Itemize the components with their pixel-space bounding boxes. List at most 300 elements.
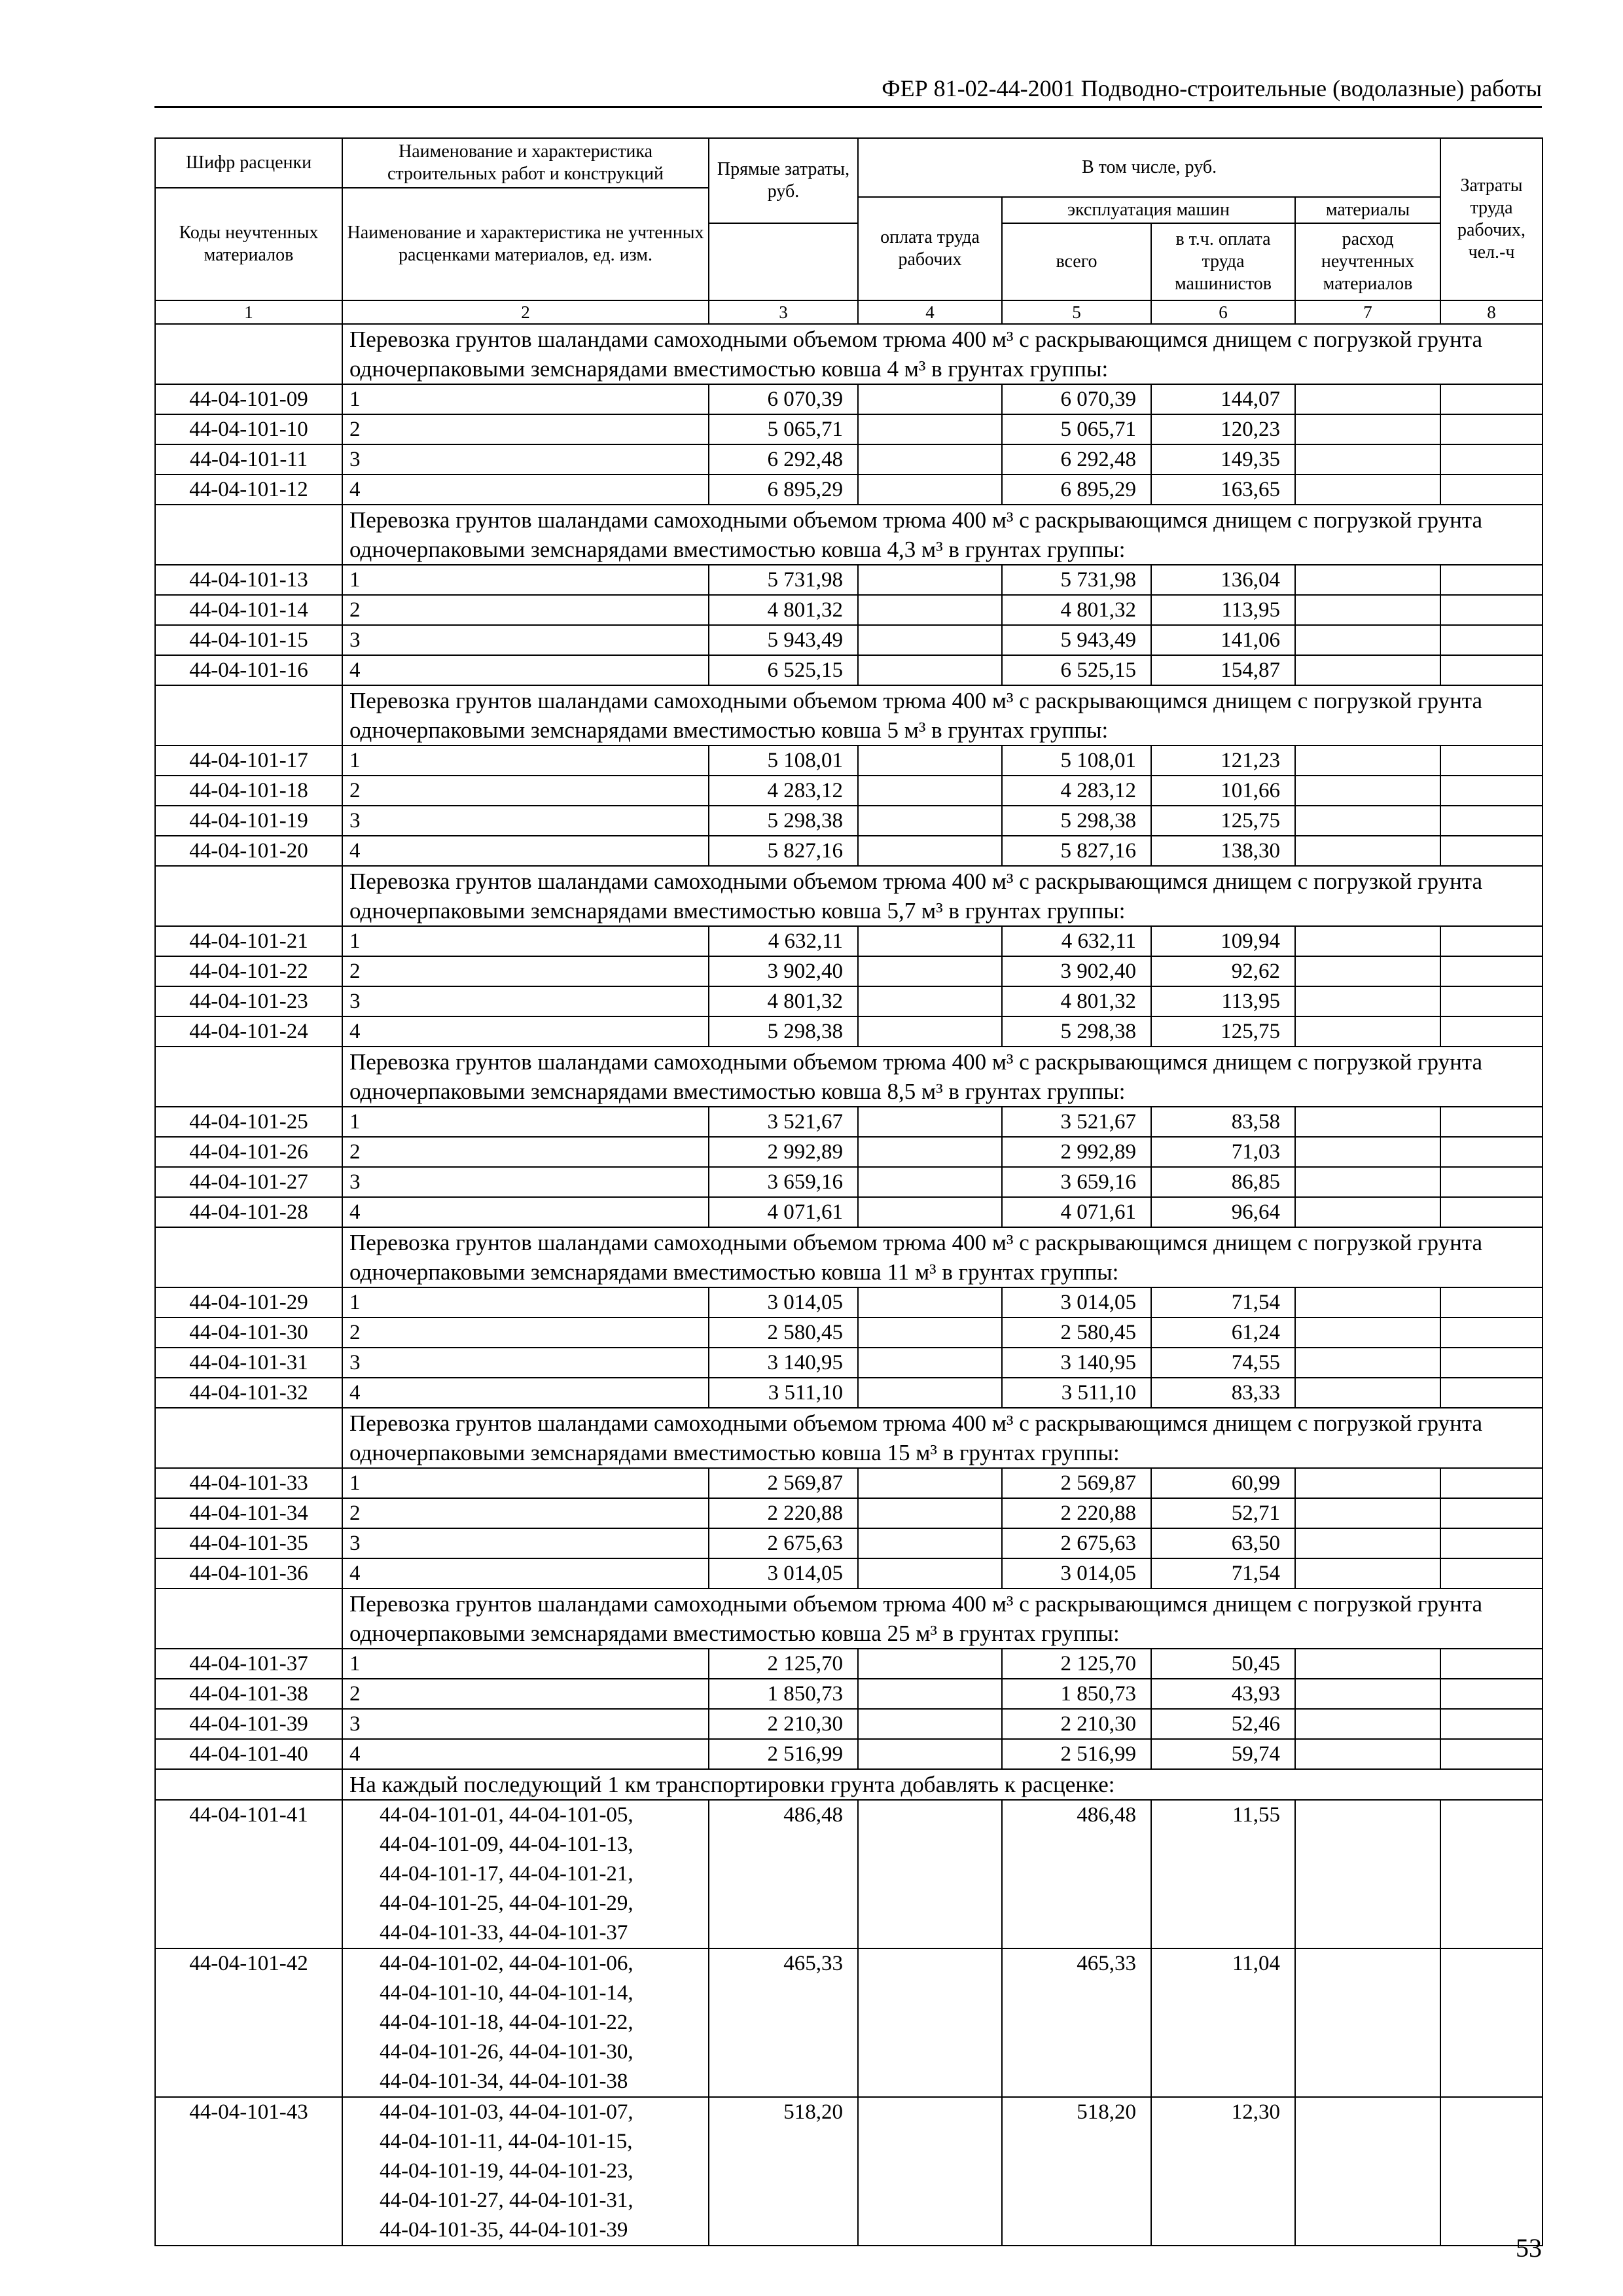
wages-cell <box>858 625 1002 655</box>
table-row <box>155 1468 1543 1498</box>
page-number: 53 <box>1516 2233 1542 2263</box>
column-number: 7 <box>1295 300 1440 324</box>
referenced-rates <box>342 2097 709 2246</box>
labor-cell <box>1440 1498 1543 1528</box>
materials-cell <box>1295 926 1440 956</box>
operator-wages-cell: 83,33 <box>1151 1378 1295 1408</box>
rate-code: 44-04-101-35 <box>155 1528 342 1558</box>
operator-wages-cell: 136,04 <box>1151 565 1295 595</box>
table-row <box>155 1137 1543 1167</box>
soil-group: 4 <box>342 1378 709 1408</box>
rate-code: 44-04-101-21 <box>155 926 342 956</box>
machines-total-cell: 3 014,05 <box>1002 1287 1151 1318</box>
table-row <box>155 625 1543 655</box>
rate-code: 44-04-101-42 <box>155 1948 342 2097</box>
table-row <box>155 444 1543 475</box>
section-spacer <box>155 1047 342 1107</box>
materials-cell <box>1295 1709 1440 1739</box>
section-title: Перевозка грунтов шаландами самоходными объемом трюма 400 м³ с раскрывающимся днищем с погрузкой грунта одночерпаковыми земснарядами вместимостью ковша 5,7 м³ в грунтах группы: <box>342 866 1543 926</box>
referenced-rates-line: 44-04-101-09, 44-04-101-13, <box>380 1833 633 1856</box>
rate-code: 44-04-101-43 <box>155 2097 342 2246</box>
materials-cell <box>1295 1318 1440 1348</box>
direct-costs-cell: 3 014,05 <box>709 1558 858 1588</box>
labor-cell <box>1440 384 1543 414</box>
head-shifr: Шифр расценки <box>155 138 342 188</box>
materials-cell <box>1295 565 1440 595</box>
materials-cell <box>1295 1167 1440 1197</box>
direct-costs-cell: 2 516,99 <box>709 1739 858 1769</box>
head-incl-operator-wages: в т.ч. оплата труда машинистов <box>1151 223 1295 300</box>
rate-code: 44-04-101-40 <box>155 1739 342 1769</box>
rate-code: 44-04-101-19 <box>155 806 342 836</box>
machines-total-cell: 2 569,87 <box>1002 1468 1151 1498</box>
column-number: 4 <box>858 300 1002 324</box>
soil-group: 1 <box>342 384 709 414</box>
labor-cell <box>1440 595 1543 625</box>
machines-total-cell: 4 632,11 <box>1002 926 1151 956</box>
materials-cell <box>1295 384 1440 414</box>
referenced-rates-line: 44-04-101-18, 44-04-101-22, <box>380 2011 633 2034</box>
operator-wages-cell: 92,62 <box>1151 956 1295 986</box>
direct-costs-cell: 3 140,95 <box>709 1348 858 1378</box>
operator-wages-cell: 121,23 <box>1151 745 1295 776</box>
materials-cell <box>1295 836 1440 866</box>
soil-group: 4 <box>342 836 709 866</box>
labor-cell <box>1440 1107 1543 1137</box>
head-materials: материалы <box>1295 197 1440 223</box>
head-materials-consumption: расход неучтенных материалов <box>1295 223 1440 300</box>
direct-costs-cell: 5 108,01 <box>709 745 858 776</box>
wages-cell <box>858 1739 1002 1769</box>
rate-code: 44-04-101-34 <box>155 1498 342 1528</box>
labor-cell <box>1440 1948 1543 2097</box>
table-row <box>155 1558 1543 1588</box>
labor-cell <box>1440 1287 1543 1318</box>
section-title: Перевозка грунтов шаландами самоходными объемом трюма 400 м³ с раскрывающимся днищем с погрузкой грунта одночерпаковыми земснарядами вместимостью ковша 11 м³ в грунтах группы: <box>342 1227 1543 1287</box>
section-header-row <box>155 1408 1543 1468</box>
direct-costs-cell: 2 569,87 <box>709 1468 858 1498</box>
labor-cell <box>1440 655 1543 685</box>
machines-total-cell: 5 298,38 <box>1002 1016 1151 1047</box>
table-row <box>155 1948 1543 2097</box>
materials-cell <box>1295 1679 1440 1709</box>
machines-total-cell: 2 210,30 <box>1002 1709 1151 1739</box>
operator-wages-cell: 113,95 <box>1151 986 1295 1016</box>
referenced-rates <box>342 1800 709 1948</box>
soil-group: 4 <box>342 1197 709 1227</box>
table-row <box>155 986 1543 1016</box>
column-number: 5 <box>1002 300 1151 324</box>
referenced-rates-line: 44-04-101-25, 44-04-101-29, <box>380 1892 633 1915</box>
materials-cell <box>1295 1287 1440 1318</box>
labor-cell <box>1440 1137 1543 1167</box>
wages-cell <box>858 956 1002 986</box>
soil-group: 2 <box>342 1137 709 1167</box>
operator-wages-cell: 52,71 <box>1151 1498 1295 1528</box>
wages-cell <box>858 1348 1002 1378</box>
soil-group: 2 <box>342 595 709 625</box>
machines-total-cell: 6 525,15 <box>1002 655 1151 685</box>
table-row <box>155 1348 1543 1378</box>
materials-cell <box>1295 956 1440 986</box>
machines-total-cell: 4 283,12 <box>1002 776 1151 806</box>
wages-cell <box>858 806 1002 836</box>
machines-total-cell: 5 731,98 <box>1002 565 1151 595</box>
soil-group: 4 <box>342 655 709 685</box>
wages-cell <box>858 595 1002 625</box>
operator-wages-cell: 163,65 <box>1151 475 1295 505</box>
soil-group: 2 <box>342 776 709 806</box>
table-row <box>155 1167 1543 1197</box>
soil-group: 2 <box>342 1679 709 1709</box>
column-number: 1 <box>155 300 342 324</box>
rate-code: 44-04-101-37 <box>155 1649 342 1679</box>
materials-cell <box>1295 444 1440 475</box>
materials-cell <box>1295 1948 1440 2097</box>
direct-costs-cell: 4 632,11 <box>709 926 858 956</box>
labor-cell <box>1440 745 1543 776</box>
materials-cell <box>1295 1378 1440 1408</box>
table-row <box>155 1378 1543 1408</box>
section-header-row <box>155 1047 1543 1107</box>
soil-group: 4 <box>342 475 709 505</box>
machines-total-cell: 5 108,01 <box>1002 745 1151 776</box>
table-row <box>155 806 1543 836</box>
rate-code: 44-04-101-09 <box>155 384 342 414</box>
machines-total-cell: 5 827,16 <box>1002 836 1151 866</box>
operator-wages-cell: 144,07 <box>1151 384 1295 414</box>
soil-group: 2 <box>342 1498 709 1528</box>
direct-costs-cell: 6 525,15 <box>709 655 858 685</box>
operator-wages-cell: 149,35 <box>1151 444 1295 475</box>
section-title: Перевозка грунтов шаландами самоходными объемом трюма 400 м³ с раскрывающимся днищем с погрузкой грунта одночерпаковыми земснарядами вместимостью ковша 25 м³ в грунтах группы: <box>342 1588 1543 1649</box>
operator-wages-cell: 113,95 <box>1151 595 1295 625</box>
machines-total-cell: 2 516,99 <box>1002 1739 1151 1769</box>
wages-cell <box>858 1016 1002 1047</box>
head-direct-costs-spacer <box>709 223 858 300</box>
referenced-rates-line: 44-04-101-26, 44-04-101-30, <box>380 2040 633 2064</box>
operator-wages-cell: 59,74 <box>1151 1739 1295 1769</box>
table-row <box>155 956 1543 986</box>
operator-wages-cell: 63,50 <box>1151 1528 1295 1558</box>
labor-cell <box>1440 1558 1543 1588</box>
materials-cell <box>1295 1739 1440 1769</box>
section-header-row <box>155 1769 1543 1800</box>
table-row <box>155 926 1543 956</box>
operator-wages-cell: 52,46 <box>1151 1709 1295 1739</box>
rate-code: 44-04-101-30 <box>155 1318 342 1348</box>
wages-cell <box>858 986 1002 1016</box>
wages-cell <box>858 1498 1002 1528</box>
soil-group: 2 <box>342 956 709 986</box>
direct-costs-cell: 6 895,29 <box>709 475 858 505</box>
materials-cell <box>1295 986 1440 1016</box>
direct-costs-cell: 3 659,16 <box>709 1167 858 1197</box>
machines-total-cell: 2 675,63 <box>1002 1528 1151 1558</box>
direct-costs-cell: 5 298,38 <box>709 806 858 836</box>
wages-cell <box>858 414 1002 444</box>
soil-group: 3 <box>342 806 709 836</box>
direct-costs-cell: 5 298,38 <box>709 1016 858 1047</box>
machines-total-cell: 3 140,95 <box>1002 1348 1151 1378</box>
machines-total-cell: 3 014,05 <box>1002 1558 1151 1588</box>
rate-code: 44-04-101-39 <box>155 1709 342 1739</box>
machines-total-cell: 2 992,89 <box>1002 1137 1151 1167</box>
materials-cell <box>1295 806 1440 836</box>
soil-group: 2 <box>342 1318 709 1348</box>
rate-code: 44-04-101-15 <box>155 625 342 655</box>
machines-total-cell: 3 521,67 <box>1002 1107 1151 1137</box>
machines-total-cell: 3 659,16 <box>1002 1167 1151 1197</box>
soil-group: 1 <box>342 926 709 956</box>
direct-costs-cell: 5 731,98 <box>709 565 858 595</box>
labor-cell <box>1440 1167 1543 1197</box>
section-header-row <box>155 866 1543 926</box>
rate-code: 44-04-101-14 <box>155 595 342 625</box>
wages-cell <box>858 475 1002 505</box>
machines-total-cell: 6 070,39 <box>1002 384 1151 414</box>
wages-cell <box>858 655 1002 685</box>
table-row <box>155 1197 1543 1227</box>
materials-cell <box>1295 745 1440 776</box>
machines-total-cell: 2 220,88 <box>1002 1498 1151 1528</box>
rate-code: 44-04-101-31 <box>155 1348 342 1378</box>
materials-cell <box>1295 1468 1440 1498</box>
rate-code: 44-04-101-16 <box>155 655 342 685</box>
rate-code: 44-04-101-41 <box>155 1800 342 1948</box>
rate-code: 44-04-101-20 <box>155 836 342 866</box>
operator-wages-cell: 141,06 <box>1151 625 1295 655</box>
materials-cell <box>1295 414 1440 444</box>
labor-cell <box>1440 1649 1543 1679</box>
table-row <box>155 1498 1543 1528</box>
referenced-rates-line: 44-04-101-33, 44-04-101-37 <box>380 1921 628 1945</box>
wages-cell <box>858 1287 1002 1318</box>
rate-code: 44-04-101-27 <box>155 1167 342 1197</box>
section-title: Перевозка грунтов шаландами самоходными объемом трюма 400 м³ с раскрывающимся днищем с погрузкой грунта одночерпаковыми земснарядами вместимостью ковша 8,5 м³ в грунтах группы: <box>342 1047 1543 1107</box>
soil-group: 3 <box>342 1709 709 1739</box>
referenced-rates-line: 44-04-101-27, 44-04-101-31, <box>380 2189 633 2212</box>
rate-code: 44-04-101-12 <box>155 475 342 505</box>
soil-group: 2 <box>342 414 709 444</box>
machines-total-cell: 6 895,29 <box>1002 475 1151 505</box>
machines-total-cell: 2 125,70 <box>1002 1649 1151 1679</box>
operator-wages-cell: 109,94 <box>1151 926 1295 956</box>
table-row <box>155 414 1543 444</box>
machines-total-cell: 3 902,40 <box>1002 956 1151 986</box>
wages-cell <box>858 1167 1002 1197</box>
rate-code: 44-04-101-29 <box>155 1287 342 1318</box>
table-row <box>155 776 1543 806</box>
table-row <box>155 1528 1543 1558</box>
labor-cell <box>1440 1016 1543 1047</box>
operator-wages-cell: 71,54 <box>1151 1558 1295 1588</box>
rate-code: 44-04-101-23 <box>155 986 342 1016</box>
direct-costs-cell: 3 511,10 <box>709 1378 858 1408</box>
wages-cell <box>858 1137 1002 1167</box>
operator-wages-cell: 11,55 <box>1151 1800 1295 1948</box>
wages-cell <box>858 776 1002 806</box>
rate-code: 44-04-101-28 <box>155 1197 342 1227</box>
labor-cell <box>1440 776 1543 806</box>
table-head <box>155 138 1543 324</box>
direct-costs-cell: 2 675,63 <box>709 1528 858 1558</box>
rate-code: 44-04-101-38 <box>155 1679 342 1709</box>
wages-cell <box>858 1679 1002 1709</box>
wages-cell <box>858 444 1002 475</box>
referenced-rates <box>342 1948 709 2097</box>
labor-cell <box>1440 475 1543 505</box>
materials-cell <box>1295 1137 1440 1167</box>
operator-wages-cell: 120,23 <box>1151 414 1295 444</box>
rates-table <box>154 137 1543 2246</box>
soil-group: 1 <box>342 1287 709 1318</box>
soil-group: 3 <box>342 986 709 1016</box>
section-spacer <box>155 866 342 926</box>
table-row <box>155 836 1543 866</box>
section-spacer <box>155 1227 342 1287</box>
direct-costs-cell: 3 521,67 <box>709 1107 858 1137</box>
referenced-rates-line: 44-04-101-10, 44-04-101-14, <box>380 1981 633 2005</box>
section-spacer <box>155 685 342 745</box>
table-row <box>155 655 1543 685</box>
wages-cell <box>858 384 1002 414</box>
operator-wages-cell: 86,85 <box>1151 1167 1295 1197</box>
section-title: Перевозка грунтов шаландами самоходными объемом трюма 400 м³ с раскрывающимся днищем с погрузкой грунта одночерпаковыми земснарядами вместимостью ковша 5 м³ в грунтах группы: <box>342 685 1543 745</box>
direct-costs-cell: 6 070,39 <box>709 384 858 414</box>
direct-costs-cell: 5 065,71 <box>709 414 858 444</box>
labor-cell <box>1440 926 1543 956</box>
soil-group: 1 <box>342 745 709 776</box>
column-number: 6 <box>1151 300 1295 324</box>
materials-cell <box>1295 625 1440 655</box>
direct-costs-cell: 4 071,61 <box>709 1197 858 1227</box>
wages-cell <box>858 1709 1002 1739</box>
wages-cell <box>858 1468 1002 1498</box>
machines-total-cell: 4 071,61 <box>1002 1197 1151 1227</box>
head-name-materials: Наименование и характеристика не учтенных расценками материалов, ед. изм. <box>342 188 709 300</box>
machines-total-cell: 1 850,73 <box>1002 1679 1151 1709</box>
head-name-works: Наименование и характеристика строительных работ и конструкций <box>342 138 709 188</box>
direct-costs-cell: 4 283,12 <box>709 776 858 806</box>
direct-costs-cell: 2 580,45 <box>709 1318 858 1348</box>
section-header-row <box>155 324 1543 384</box>
wages-cell <box>858 836 1002 866</box>
wages-cell <box>858 1318 1002 1348</box>
operator-wages-cell: 125,75 <box>1151 806 1295 836</box>
section-header-row <box>155 505 1543 565</box>
materials-cell <box>1295 475 1440 505</box>
head-total: всего <box>1002 223 1151 300</box>
direct-costs-cell: 518,20 <box>709 2097 858 2246</box>
table-row <box>155 1739 1543 1769</box>
materials-cell <box>1295 1800 1440 1948</box>
rate-code: 44-04-101-18 <box>155 776 342 806</box>
column-number: 8 <box>1440 300 1543 324</box>
operator-wages-cell: 138,30 <box>1151 836 1295 866</box>
machines-total-cell: 4 801,32 <box>1002 986 1151 1016</box>
column-numbers-row <box>155 300 1543 324</box>
materials-cell <box>1295 776 1440 806</box>
direct-costs-cell: 486,48 <box>709 1800 858 1948</box>
labor-cell <box>1440 1318 1543 1348</box>
direct-costs-cell: 2 125,70 <box>709 1649 858 1679</box>
machines-total-cell: 465,33 <box>1002 1948 1151 2097</box>
operator-wages-cell: 43,93 <box>1151 1679 1295 1709</box>
soil-group: 4 <box>342 1016 709 1047</box>
rate-code: 44-04-101-32 <box>155 1378 342 1408</box>
direct-costs-cell: 2 992,89 <box>709 1137 858 1167</box>
wages-cell <box>858 1948 1002 2097</box>
wages-cell <box>858 2097 1002 2246</box>
wages-cell <box>858 745 1002 776</box>
materials-cell <box>1295 1197 1440 1227</box>
labor-cell <box>1440 565 1543 595</box>
labor-cell <box>1440 806 1543 836</box>
soil-group: 3 <box>342 1348 709 1378</box>
section-spacer <box>155 1588 342 1649</box>
soil-group: 3 <box>342 1528 709 1558</box>
table-row <box>155 384 1543 414</box>
rate-code: 44-04-101-26 <box>155 1137 342 1167</box>
labor-cell <box>1440 956 1543 986</box>
soil-group: 3 <box>342 625 709 655</box>
section-spacer <box>155 505 342 565</box>
referenced-rates-line: 44-04-101-17, 44-04-101-21, <box>380 1862 633 1886</box>
column-number: 3 <box>709 300 858 324</box>
machines-total-cell: 5 065,71 <box>1002 414 1151 444</box>
section-title: Перевозка грунтов шаландами самоходными объемом трюма 400 м³ с раскрывающимся днищем с погрузкой грунта одночерпаковыми земснарядами вместимостью ковша 4 м³ в грунтах группы: <box>342 324 1543 384</box>
operator-wages-cell: 71,54 <box>1151 1287 1295 1318</box>
rate-code: 44-04-101-11 <box>155 444 342 475</box>
machines-total-cell: 6 292,48 <box>1002 444 1151 475</box>
soil-group: 1 <box>342 1468 709 1498</box>
materials-cell <box>1295 1649 1440 1679</box>
labor-cell <box>1440 1197 1543 1227</box>
soil-group: 4 <box>342 1558 709 1588</box>
operator-wages-cell: 83,58 <box>1151 1107 1295 1137</box>
section-header-row <box>155 1588 1543 1649</box>
referenced-rates-line: 44-04-101-03, 44-04-101-07, <box>380 2100 633 2124</box>
materials-cell <box>1295 1107 1440 1137</box>
direct-costs-cell: 2 220,88 <box>709 1498 858 1528</box>
document-header: ФЕР 81-02-44-2001 Подводно-строительные (водолазные) работы <box>154 73 1542 108</box>
head-codes-unaccounted: Коды неучтенных материалов <box>155 188 342 300</box>
wages-cell <box>858 1800 1002 1948</box>
machines-total-cell: 2 580,45 <box>1002 1318 1151 1348</box>
column-number: 2 <box>342 300 709 324</box>
operator-wages-cell: 50,45 <box>1151 1649 1295 1679</box>
table-row <box>155 475 1543 505</box>
table-row <box>155 745 1543 776</box>
section-title: Перевозка грунтов шаландами самоходными объемом трюма 400 м³ с раскрывающимся днищем с погрузкой грунта одночерпаковыми земснарядами вместимостью ковша 4,3 м³ в грунтах группы: <box>342 505 1543 565</box>
table-row <box>155 1649 1543 1679</box>
wages-cell <box>858 1649 1002 1679</box>
labor-cell <box>1440 444 1543 475</box>
table-row <box>155 1016 1543 1047</box>
operator-wages-cell: 125,75 <box>1151 1016 1295 1047</box>
referenced-rates-line: 44-04-101-35, 44-04-101-39 <box>380 2218 628 2242</box>
operator-wages-cell: 11,04 <box>1151 1948 1295 2097</box>
section-header-row <box>155 685 1543 745</box>
labor-cell <box>1440 836 1543 866</box>
machines-total-cell: 518,20 <box>1002 2097 1151 2246</box>
direct-costs-cell: 2 210,30 <box>709 1709 858 1739</box>
rate-code: 44-04-101-13 <box>155 565 342 595</box>
labor-cell <box>1440 625 1543 655</box>
table-row <box>155 1107 1543 1137</box>
soil-group: 3 <box>342 444 709 475</box>
